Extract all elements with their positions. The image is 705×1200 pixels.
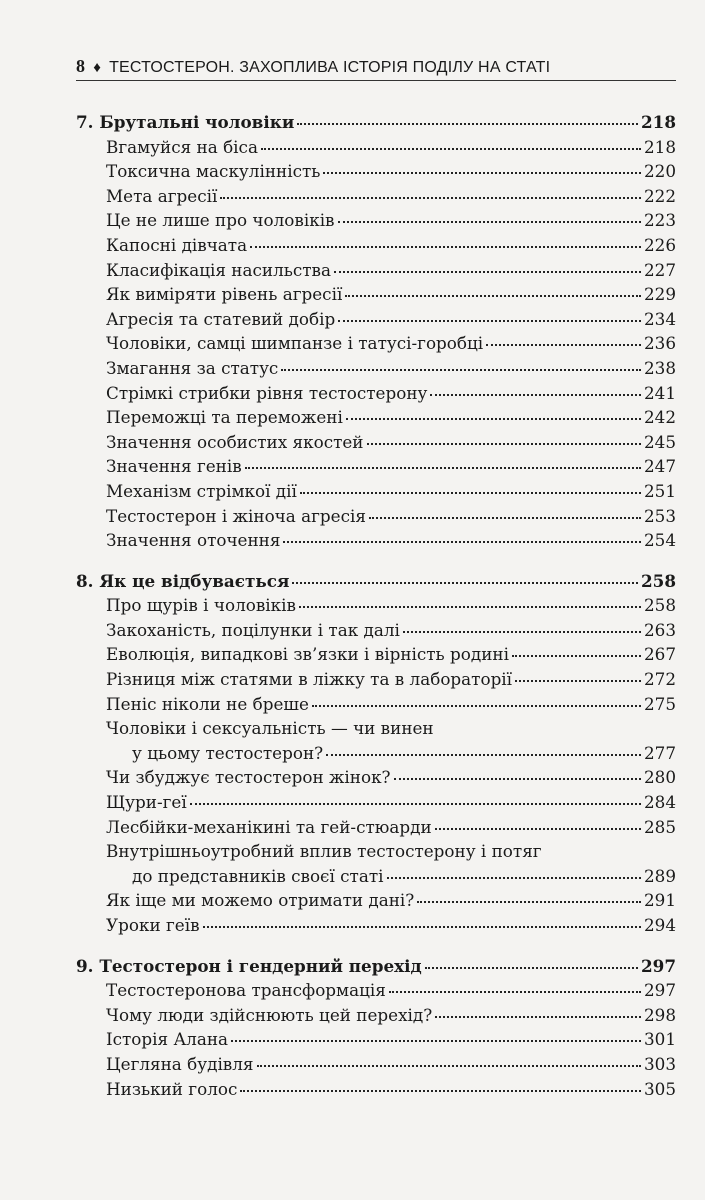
diamond-icon: ♦ — [93, 59, 102, 76]
toc-entry-title: Значення оточення — [106, 530, 281, 551]
toc-entry-page: 227 — [643, 259, 676, 280]
toc-entry — [76, 1079, 676, 1104]
toc-entry — [76, 333, 676, 358]
chapter-heading — [76, 112, 676, 137]
toc-entry-page: 297 — [643, 980, 676, 1001]
toc-entry — [76, 309, 676, 334]
dot-leader — [245, 466, 641, 469]
toc-entry — [76, 358, 676, 383]
toc-entry — [76, 669, 676, 694]
toc-entry-title: Про щурів і чоловіків — [106, 595, 296, 616]
dot-leader — [283, 540, 641, 543]
toc-entry-title: Як виміряти рівень агресії — [106, 284, 343, 305]
toc-entry — [76, 481, 676, 506]
toc-entry — [76, 284, 676, 309]
chapter-heading-title: 9. Тестостерон і гендерний перехід — [76, 955, 422, 976]
dot-leader — [190, 802, 641, 805]
toc-entry-title: Історія Алана — [106, 1029, 229, 1050]
toc-entry — [76, 1005, 676, 1030]
toc-entry — [76, 915, 676, 940]
toc-entry-page: 236 — [643, 333, 676, 354]
toc-entry-line1: Чоловіки і сексуальність — чи винен — [106, 718, 434, 739]
toc-entry-title: Переможці та переможені — [106, 407, 343, 428]
dot-leader — [292, 581, 638, 584]
chapter-heading-page: 218 — [640, 112, 676, 132]
dot-leader — [435, 827, 641, 830]
toc-entry-page: 275 — [643, 693, 676, 714]
toc-entry — [76, 694, 676, 719]
dot-leader — [231, 1039, 641, 1042]
toc-entry-title: Цегляна будівля — [106, 1053, 254, 1074]
toc-entry — [76, 595, 676, 620]
chapter-heading — [76, 571, 676, 596]
dot-leader — [300, 491, 641, 494]
dot-leader — [403, 630, 641, 633]
toc-entry-title: Токсична маскулінність — [106, 161, 321, 182]
toc-entry-title: Чи збуджує тестостерон жінок? — [106, 767, 391, 788]
toc-entry-title: Класифікація насильства — [106, 259, 332, 280]
toc-entry-title: Пеніс ніколи не бреше — [106, 693, 309, 714]
dot-leader — [257, 1064, 641, 1067]
toc-entry-page: 301 — [643, 1029, 676, 1050]
toc-entry-title: Це не лише про чоловіків — [106, 210, 335, 231]
toc-entry — [76, 743, 676, 768]
chapter-block — [76, 112, 676, 555]
toc-entry-title: Різниця між статями в ліжку та в лабораторії — [106, 669, 513, 690]
toc-entry-title: Значення особистих якостей — [106, 431, 364, 452]
toc-entry — [76, 792, 676, 817]
toc-entry-page: 242 — [643, 407, 676, 428]
dot-leader — [512, 654, 641, 657]
dot-leader — [389, 990, 641, 993]
dot-leader — [367, 442, 641, 445]
dot-leader — [334, 270, 641, 273]
toc-entry — [76, 407, 676, 432]
toc-entry-title: Еволюція, випадкові зв’язки і вірність родині — [106, 644, 509, 665]
toc-entry-page: 245 — [643, 431, 676, 452]
toc-entry — [76, 432, 676, 457]
page-number: 8 — [76, 56, 86, 76]
toc-entry — [76, 383, 676, 408]
toc-entry-page: 223 — [643, 210, 676, 231]
dot-leader — [281, 368, 641, 371]
toc-entry-title: Тестостеронова трансформація — [106, 980, 386, 1001]
toc-entry — [76, 506, 676, 531]
toc-entry-page: 298 — [643, 1004, 676, 1025]
toc-entry — [76, 456, 676, 481]
dot-leader — [312, 704, 641, 707]
toc-entry — [76, 530, 676, 555]
chapter-heading-title: 8. Як це відбувається — [76, 570, 290, 591]
toc-entry-title: Щури-геї — [106, 792, 187, 813]
toc-entry-page: 284 — [643, 792, 676, 813]
dot-leader — [369, 516, 641, 519]
toc-entry-title: Агресія та статевий добір — [106, 308, 336, 329]
toc-entry — [76, 210, 676, 235]
toc-entry-title: Мета агресії — [106, 185, 218, 206]
toc-entry-page: 280 — [643, 767, 676, 788]
toc-entry — [76, 260, 676, 285]
dot-leader — [203, 925, 641, 928]
dot-leader — [297, 122, 638, 125]
chapter-heading-page: 258 — [640, 570, 676, 591]
toc-entry-page: 226 — [643, 234, 676, 255]
toc-entry-title: у цьому тестостерон? — [132, 742, 324, 763]
dot-leader — [261, 147, 641, 150]
chapter-heading-title: 7. Брутальні чоловіки — [76, 112, 295, 132]
toc-entry-title: Уроки геїв — [106, 915, 200, 935]
dot-leader — [250, 245, 641, 248]
toc-entry-title: Механізм стрімкої дії — [106, 480, 297, 501]
header-rule — [76, 80, 676, 81]
toc-entry-page: 272 — [643, 669, 676, 690]
toc-entry-title: Капосні дівчата — [106, 234, 248, 255]
dot-leader — [338, 220, 641, 223]
dot-leader — [346, 417, 641, 420]
dot-leader — [425, 966, 638, 969]
table-of-contents — [76, 112, 676, 1119]
toc-entry-page: 247 — [643, 456, 676, 477]
toc-entry-page: 305 — [643, 1078, 676, 1099]
toc-entry-title: Вгамуйся на біса — [106, 136, 258, 157]
toc-entry-title: Як іще ми можемо отримати дані? — [106, 890, 415, 911]
toc-entry-page: 238 — [643, 357, 676, 378]
toc-entry-page: 220 — [643, 161, 676, 182]
toc-entry-line1: Внутрішньоутробний вплив тестостерону і потяг — [106, 841, 542, 862]
chapter-block — [76, 571, 676, 940]
dot-leader — [323, 171, 641, 174]
toc-entry-page: 258 — [643, 595, 676, 616]
dot-leader — [338, 319, 641, 322]
toc-entry — [76, 186, 676, 211]
toc-entry-page: 241 — [643, 382, 676, 403]
toc-entry-page: 289 — [643, 865, 676, 886]
dot-leader — [417, 900, 641, 903]
toc-entry — [76, 866, 676, 891]
dot-leader — [299, 605, 641, 608]
dot-leader — [387, 876, 641, 879]
dot-leader — [515, 679, 641, 682]
toc-entry-page: 303 — [643, 1053, 676, 1074]
toc-entry-title: до представників своєї статі — [132, 865, 384, 886]
toc-entry-page: 263 — [643, 619, 676, 640]
toc-entry-page: 251 — [643, 480, 676, 501]
toc-entry-title: Чому люди здійснюють цей перехід? — [106, 1004, 433, 1025]
toc-entry — [76, 137, 676, 162]
toc-entry-page: 222 — [643, 185, 676, 206]
toc-entry-title: Стрімкі стрибки рівня тестостерону — [106, 382, 428, 403]
toc-entry-page: 267 — [643, 644, 676, 665]
toc-entry — [76, 1054, 676, 1079]
toc-entry-title: Значення генів — [106, 456, 242, 477]
toc-entry — [76, 235, 676, 260]
toc-entry-page: 234 — [643, 308, 676, 329]
dot-leader — [220, 196, 641, 199]
chapter-heading-page: 297 — [640, 955, 676, 976]
toc-entry-page: 291 — [643, 890, 676, 911]
toc-entry-title: Тестостерон і жіноча агресія — [106, 505, 366, 526]
toc-entry-title: Змагання за статус — [106, 357, 279, 378]
toc-entry — [76, 161, 676, 186]
toc-entry-page: 229 — [643, 284, 676, 305]
toc-entry-page: 218 — [643, 136, 676, 157]
running-header — [76, 56, 676, 77]
toc-entry — [76, 620, 676, 645]
toc-entry — [76, 767, 676, 792]
running-title: ТЕСТОСТЕРОН. ЗАХОПЛИВА ІСТОРІЯ ПОДІЛУ НА СТАТІ — [109, 59, 551, 76]
toc-entry-page: 254 — [643, 530, 676, 551]
toc-entry-title: Чоловіки, самці шимпанзе і татусі-горобці — [106, 333, 484, 354]
dot-leader — [240, 1089, 641, 1092]
toc-entry-title: Низький голос — [106, 1078, 238, 1099]
dot-leader — [345, 294, 641, 297]
toc-entry — [76, 817, 676, 842]
dot-leader — [430, 393, 641, 396]
chapter-block — [76, 956, 676, 1104]
toc-entry-page: 277 — [643, 742, 676, 763]
dot-leader — [486, 343, 641, 346]
toc-entry — [76, 644, 676, 669]
toc-entry-page: 253 — [643, 505, 676, 526]
dot-leader — [435, 1015, 641, 1018]
dot-leader — [394, 777, 641, 780]
toc-entry-page: 294 — [643, 915, 676, 935]
toc-entry — [76, 980, 676, 1005]
chapter-heading — [76, 956, 676, 981]
dot-leader — [326, 753, 641, 756]
toc-entry — [76, 1029, 676, 1054]
toc-entry-title: Лесбійки-механікині та гей-стюарди — [106, 816, 432, 837]
toc-entry — [76, 890, 676, 915]
toc-entry-page: 285 — [643, 816, 676, 837]
toc-entry-title: Закоханість, поцілунки і так далі — [106, 619, 400, 640]
